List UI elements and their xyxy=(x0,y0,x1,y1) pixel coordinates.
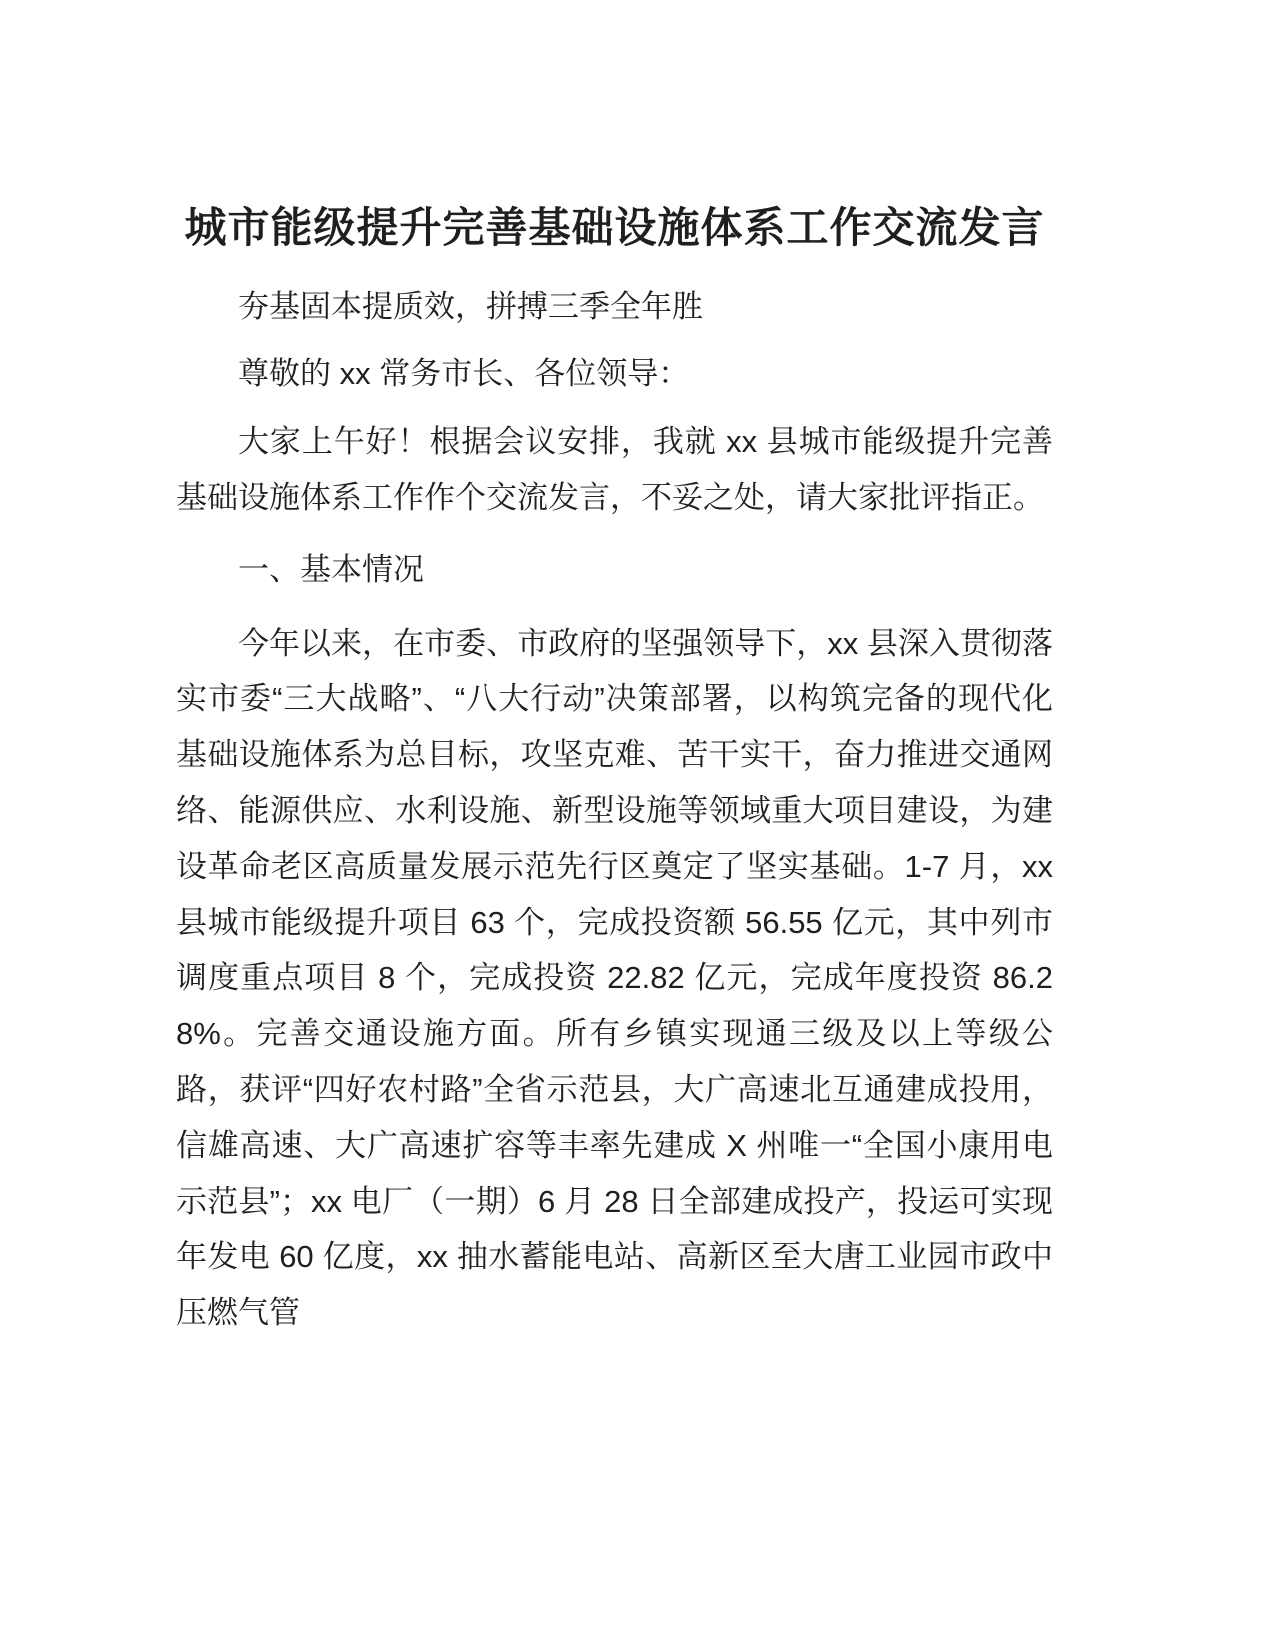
section-heading-basic-situation: 一、基本情况 xyxy=(238,551,424,587)
section-body-paragraph: 今年以来，在市委、市政府的坚强领导下，xx 县深入贯彻落实市委“三大战略”、“八大行动”决策部署，以构筑完备的现代化基础设施体系为总目标，攻坚克难、苦干实干，奋力推进交通网络、能源供应、水利设施、新型设施等领域重大项目建设，为建设革命老区高质量发展示范先行区奠定了坚实基础。1-7 月，xx 县城市能级提升项目 63 个，完成投资额 56.55 亿元，其中列市调度重点项目 8 个，完成投资 22.82 亿元，完成年度投资 86.28%。完善交通设施方面。所有乡镇实现通三级及以上等级公路，获评“四好农村路”全省示范县，大广高速北互通建成投用，信雄高速、大广高速扩容等丰率先建成 X 州唯一“全国小康用电示范县”；xx 电厂（一期）6 月 28 日全部建成投产，投运可实现年发电 60 亿度，xx 抽水蓄能电站、高新区至大唐工业园市政中压燃气管 xyxy=(176,625,1053,1331)
salutation: 尊敬的 xx 常务市长、各位领导： xyxy=(238,356,690,392)
opening-paragraph: 大家上午好！根据会议安排，我就 xx 县城市能级提升完善基础设施体系工作作个交流发言，不妥之处，请大家批评指正。 xyxy=(176,424,1053,516)
document-title: 城市能级提升完善基础设施体系工作交流发言 xyxy=(184,204,1045,251)
document-subtitle: 夯基固本提质效，拼搏三季全年胜 xyxy=(238,288,703,324)
